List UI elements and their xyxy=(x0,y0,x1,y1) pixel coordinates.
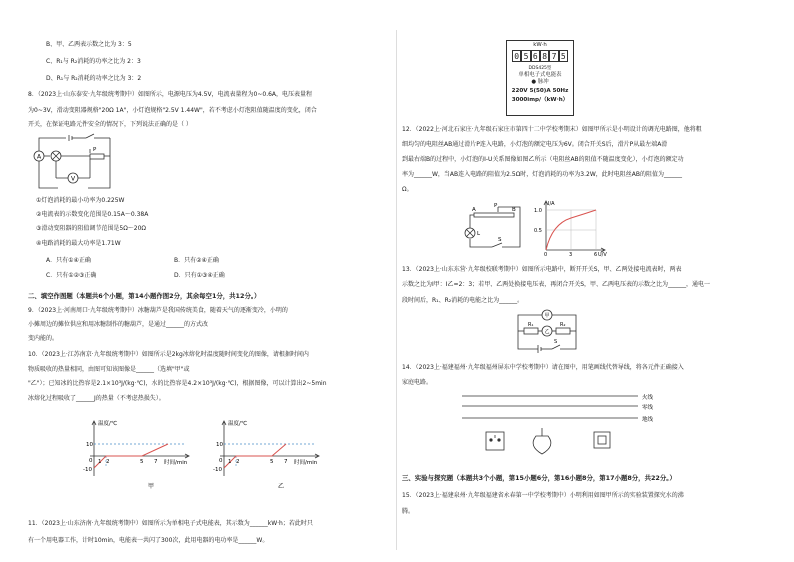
q10-graph-jia xyxy=(84,418,194,490)
q10-line4: 冰熔化过程吸收了______J的热量（不考虑热损失）。 xyxy=(28,395,165,402)
q7-option-c: C、R₁与 R₂消耗的功率之比为 2：3 xyxy=(46,58,141,65)
wire-live-label: 火线 xyxy=(642,395,654,401)
meter-digit: 7 xyxy=(549,50,558,62)
q8-stem-line2: 为0~3V，滑动变阻器规格"20Ω 1A"，小灯泡规格"2.5V 1.44W"，若不考虑小灯泡阻值随温度的变化，闭合 xyxy=(28,107,317,114)
graph-yi-xlabel: 时间/min xyxy=(294,460,318,466)
meter-unit: kW·h xyxy=(533,42,547,48)
q7-option-d: D、R₁与 R₂消耗的功率之比为 3：2 xyxy=(46,75,142,82)
q15-line1: 15．（2023上·福建泉州·九年级福建省永春第一中学校考期中）小明利用如图甲所示的实验装置探究水的沸 xyxy=(402,492,684,499)
q12-line5: Ω。 xyxy=(402,186,413,193)
column-divider xyxy=(396,30,397,550)
ammeter-symbol: A xyxy=(36,153,42,161)
q8-statement-2: ②电流表的示数变化范围是0.15A～0.38A xyxy=(36,211,149,218)
right-column xyxy=(402,0,768,562)
q9-line3: 变内能的。 xyxy=(28,335,59,342)
q13-line1: 13．（2023上·山东东营·九年级校联考期中）如图所示电路中，断开开关S，甲、乙两处接电流表时，两表 xyxy=(402,266,682,273)
q12-line4: 率为______W，当AB连入电路的阻值为2.5Ω时，灯泡消耗的功率为3.2W，此时电阻丝AB的阻值为______ xyxy=(402,171,682,178)
graph-yi-ytick-10: 10 xyxy=(216,442,223,448)
q9-line1: 9．（2023上·河南周口·九年级统考期中）冰糖葫芦是我国传统美食，随着天气的逐渐变冷，小明的 xyxy=(28,307,288,314)
q12-graph-ytick: 1.0 xyxy=(534,208,542,214)
graph-yi-xtick-7: 7 xyxy=(284,459,288,465)
q12-graph-xlabel: U/V xyxy=(598,252,607,258)
meter-digits xyxy=(512,50,568,62)
section-2-heading: 二、填空作图题（本题共6个小题，第14小题作图2分，其余每空1分，共12分。） xyxy=(28,292,261,300)
q12-line2: 细均匀的电阻丝AB通过滑片P连入电路，小灯泡的额定电压为6V。闭合开关S后，滑片P从最左端A滑 xyxy=(402,141,668,148)
meter-digit: 8 xyxy=(540,50,549,62)
graph-jia-caption: 甲 xyxy=(148,483,155,490)
q12-label-l: L xyxy=(477,231,481,237)
graph-jia-ytick-m10: -10 xyxy=(83,467,92,473)
q12-label-a: A xyxy=(472,207,476,213)
graph-yi-xtick-2: 2 xyxy=(236,459,240,465)
q13-label-r1: R₁ xyxy=(528,322,534,328)
meter-digit: 0 xyxy=(512,50,521,62)
meter-digit: 5 xyxy=(559,50,568,62)
q13-circuit-diagram xyxy=(512,309,582,355)
graph-yi-xtick-5: 5 xyxy=(270,459,274,465)
voltmeter-symbol: V xyxy=(70,175,76,183)
graph-jia-xlabel: 时间/min xyxy=(164,460,188,466)
q12-label-s: S xyxy=(498,237,502,243)
section-3-heading: 三、实验与探究题（本题共3个小题，第15小题6分，第16小题8分，第17小题8分，共22分。） xyxy=(402,474,676,482)
q12-graph-ylabel: I/A xyxy=(548,201,555,207)
q14-household-circuit xyxy=(462,392,702,458)
q13-line2: 示数之比为I甲：I乙=2：3；若甲、乙两处换接电压表，再闭合开关S，甲、乙两电压表的示数之比为______，通电一 xyxy=(402,281,711,288)
q11-line1: 11．（2023上·山东济南·九年级统考期中）如图所示为单相电子式电能表，其示数为______kW·h；若此时只 xyxy=(28,520,313,527)
q12-line3: 到最右端B的过程中，小灯泡的I-U关系图像如图乙所示（电阻丝AB的阻值不随温度变化），小灯泡的额定功 xyxy=(402,156,684,163)
q11-line2: 有一个用电器工作，计时10min，电能表一共闪了300次，此用电器的电功率是______W。 xyxy=(28,537,269,544)
q12-graph-xtick: 3 xyxy=(569,252,573,258)
q12-graph-xtick: 6 xyxy=(594,252,598,258)
q10-line3: "乙"）；已知冰的比热容是2.1×10³J/(kg·℃)，水的比热容是4.2×10³J/(kg·℃)，根据图像，可以计算出2~5min xyxy=(28,380,327,387)
graph-jia-xtick-7: 7 xyxy=(154,459,158,465)
q8-option-b: B．只有②④正确 xyxy=(174,257,219,264)
wire-neutral-label: 零线 xyxy=(642,405,654,411)
q12-iu-graph xyxy=(534,200,610,258)
graph-yi-caption: 乙 xyxy=(278,483,285,490)
q8-statement-1: ①灯泡消耗的最小功率为0.225W xyxy=(36,197,125,204)
graph-jia-xtick-2: 2 xyxy=(106,459,110,465)
q13-line3: 段时间后，R₁、R₂消耗的电能之比为______。 xyxy=(402,297,524,304)
q10-line2: 物质吸收的热量相同，由图可知该图像是______（选填"甲"或 xyxy=(28,366,190,373)
q10-graph-yi xyxy=(214,418,324,490)
graph-yi-ytick-m10: -10 xyxy=(213,467,222,473)
q13-label-s: S xyxy=(554,339,558,345)
wire-ground-label: 地线 xyxy=(642,417,654,423)
q12-line1: 12．（2022上·河北石家庄·九年级石家庄市第四十二中学校考期末）如图甲所示是小明设计的调光电路图，他将粗 xyxy=(402,126,702,133)
graph-jia-xtick-1: 1 xyxy=(98,459,102,465)
q8-option-a: A．只有①④正确 xyxy=(46,257,91,264)
q7-option-b: B、甲、乙两表示数之比为 3：5 xyxy=(46,41,132,48)
q12-label-p: P xyxy=(494,203,498,209)
q12-graph-ytick: 0.5 xyxy=(534,228,542,234)
q10-line1: 10．（2023上·江苏南京·九年级统考期中）如图所示是2kg冰熔化时温度随时间变化的图像，请根据时间内 xyxy=(28,351,309,358)
graph-jia-ytick-10: 10 xyxy=(86,442,93,448)
q12-label-b: B xyxy=(512,207,516,213)
graph-yi-xtick-1: 1 xyxy=(228,459,232,465)
q15-line2: 腾。 xyxy=(402,508,415,515)
q8-option-d: D．只有①③④正确 xyxy=(174,272,225,279)
q8-stem-line3: 开关，在保证电路元件安全的情况下，下列说法正确的是（ ） xyxy=(28,121,192,128)
q12-graph-xtick: 0 xyxy=(544,252,548,258)
meter-spec-constant: 3000imp/（kW·h） xyxy=(511,97,569,103)
graph-yi-ytick-0: 0 xyxy=(219,458,223,464)
q8-statement-3: ③滑动变阻器的阻值调节范围是5Ω～20Ω xyxy=(36,225,147,232)
q13-label-r2: R₂ xyxy=(560,322,566,328)
meter-pulse-indicator: ● 脉冲 xyxy=(531,79,549,85)
meter-name: 单相电子式电能表 xyxy=(518,72,562,78)
meter-model: DDS425型 xyxy=(528,66,552,71)
q13-meter-jia: 甲 xyxy=(544,313,550,319)
q8-circuit-diagram xyxy=(36,134,116,192)
q13-meter-yi: 乙 xyxy=(544,329,550,335)
graph-jia-xtick-5: 5 xyxy=(140,459,144,465)
left-column xyxy=(28,0,408,562)
graph-yi-ylabel: 温度/℃ xyxy=(228,421,248,427)
q9-line2: 小摊周边的摊位供应和用冰糖制作的糖葫芦，是通过______的方式改 xyxy=(28,321,209,328)
q8-stem-line1: 8．（2023上·山东泰安·九年级统考期中）如图所示，电源电压为4.5V，电流表量程为0~0.6A，电压表量程 xyxy=(28,91,313,98)
q14-line2: 家庭电路。 xyxy=(402,379,433,386)
graph-jia-ytick-0: 0 xyxy=(89,458,93,464)
q8-option-c: C．只有①②③正确 xyxy=(46,272,97,279)
q12-circuit-diagram xyxy=(464,203,532,251)
meter-spec-voltage: 220V 5(50)A 50Hz xyxy=(511,88,569,94)
slider-label: P xyxy=(93,147,97,153)
meter-digit: 5 xyxy=(521,50,530,62)
q14-line1: 14．（2023上·福建福州·九年级福州屏东中学校考期中）请在图中，用笔画线代替导线，将各元件正确接入 xyxy=(402,364,684,371)
q8-statement-4: ④电路消耗的最大功率是1.71W xyxy=(36,240,121,247)
electricity-meter xyxy=(506,40,574,116)
meter-digit: 6 xyxy=(531,50,540,62)
graph-jia-ylabel: 温度/℃ xyxy=(98,421,118,427)
